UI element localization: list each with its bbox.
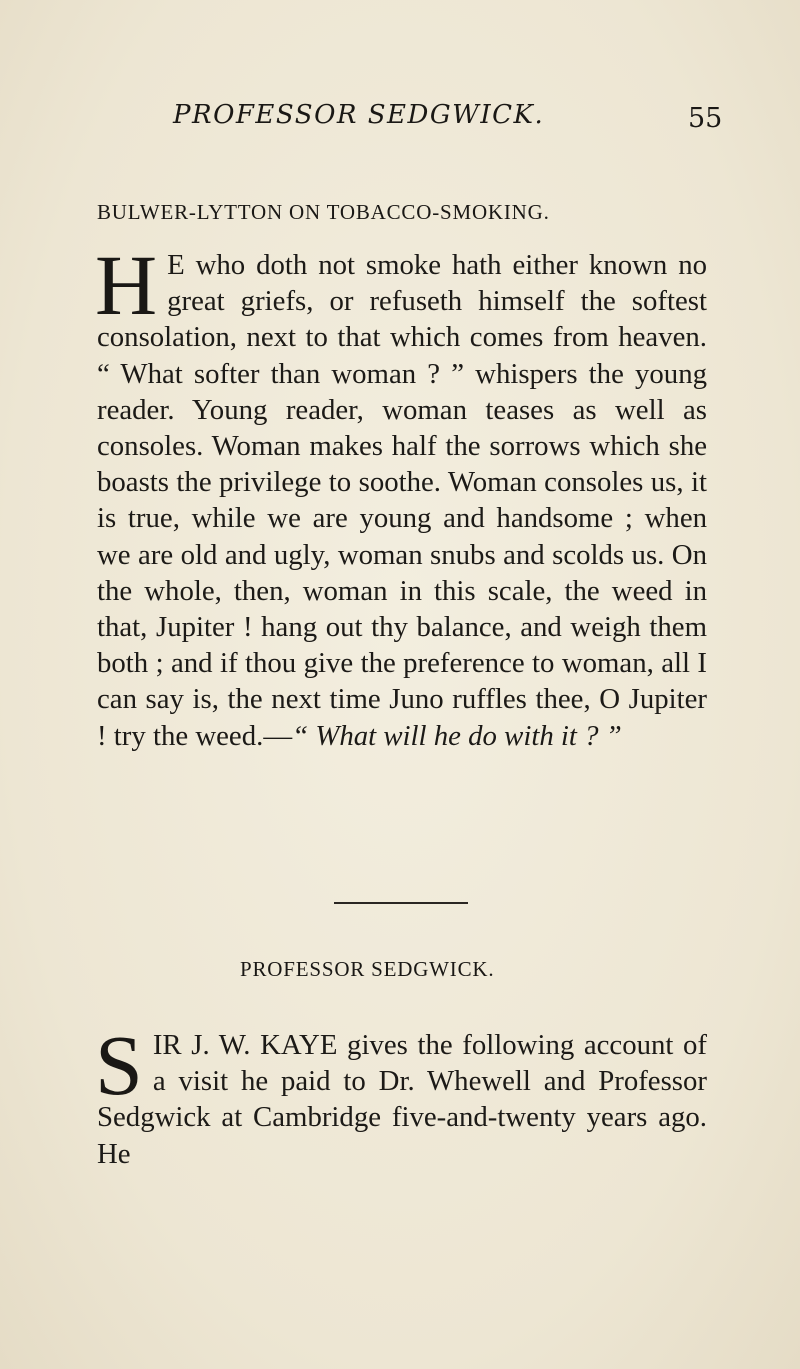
section-divider bbox=[334, 902, 468, 904]
paragraph-tobacco bbox=[95, 237, 707, 754]
section-heading-sedgwick: PROFESSOR SEDGWICK. bbox=[240, 957, 495, 981]
running-head bbox=[0, 100, 800, 140]
drop-cap: S bbox=[95, 1017, 143, 1113]
paragraph-text: IR J. W. KAYE gives the following account of a visit he paid to Dr. Whewell and Professor Sedgwick at Cambridge five-and-twenty years ago. He bbox=[97, 1029, 707, 1170]
quoted-title: “ What will he do with it ? ” bbox=[292, 719, 622, 752]
section-heading-tobacco: BULWER-LYTTON ON TOBACCO-SMOKING. bbox=[97, 200, 550, 224]
page-number: 55 bbox=[688, 103, 723, 134]
paragraph-sedgwick bbox=[95, 1017, 707, 1172]
paragraph-text: E who doth not smoke hath either known no great griefs, or refuseth himself the softest consolation, next to that which comes from heaven. “ What softer than woman ? ” whispers the young reader. Young reader, woman teases as well as consoles. Woman makes half the sorrows which she boasts the privilege to soothe. Woman consoles us, it is true, while we are young and handsome ; when we are old and ugly, woman snubs and scolds us. On the whole, then, woman in this scale, the weed in that, Jupiter ! hang out thy balance, and weigh them both ; and if thou give the preference to woman, all I can say is, the next time Juno ruffles thee, O Jupiter ! try the weed.— bbox=[97, 249, 707, 752]
drop-cap: H bbox=[95, 237, 158, 333]
running-title: PROFESSOR SEDGWICK. bbox=[173, 100, 545, 130]
